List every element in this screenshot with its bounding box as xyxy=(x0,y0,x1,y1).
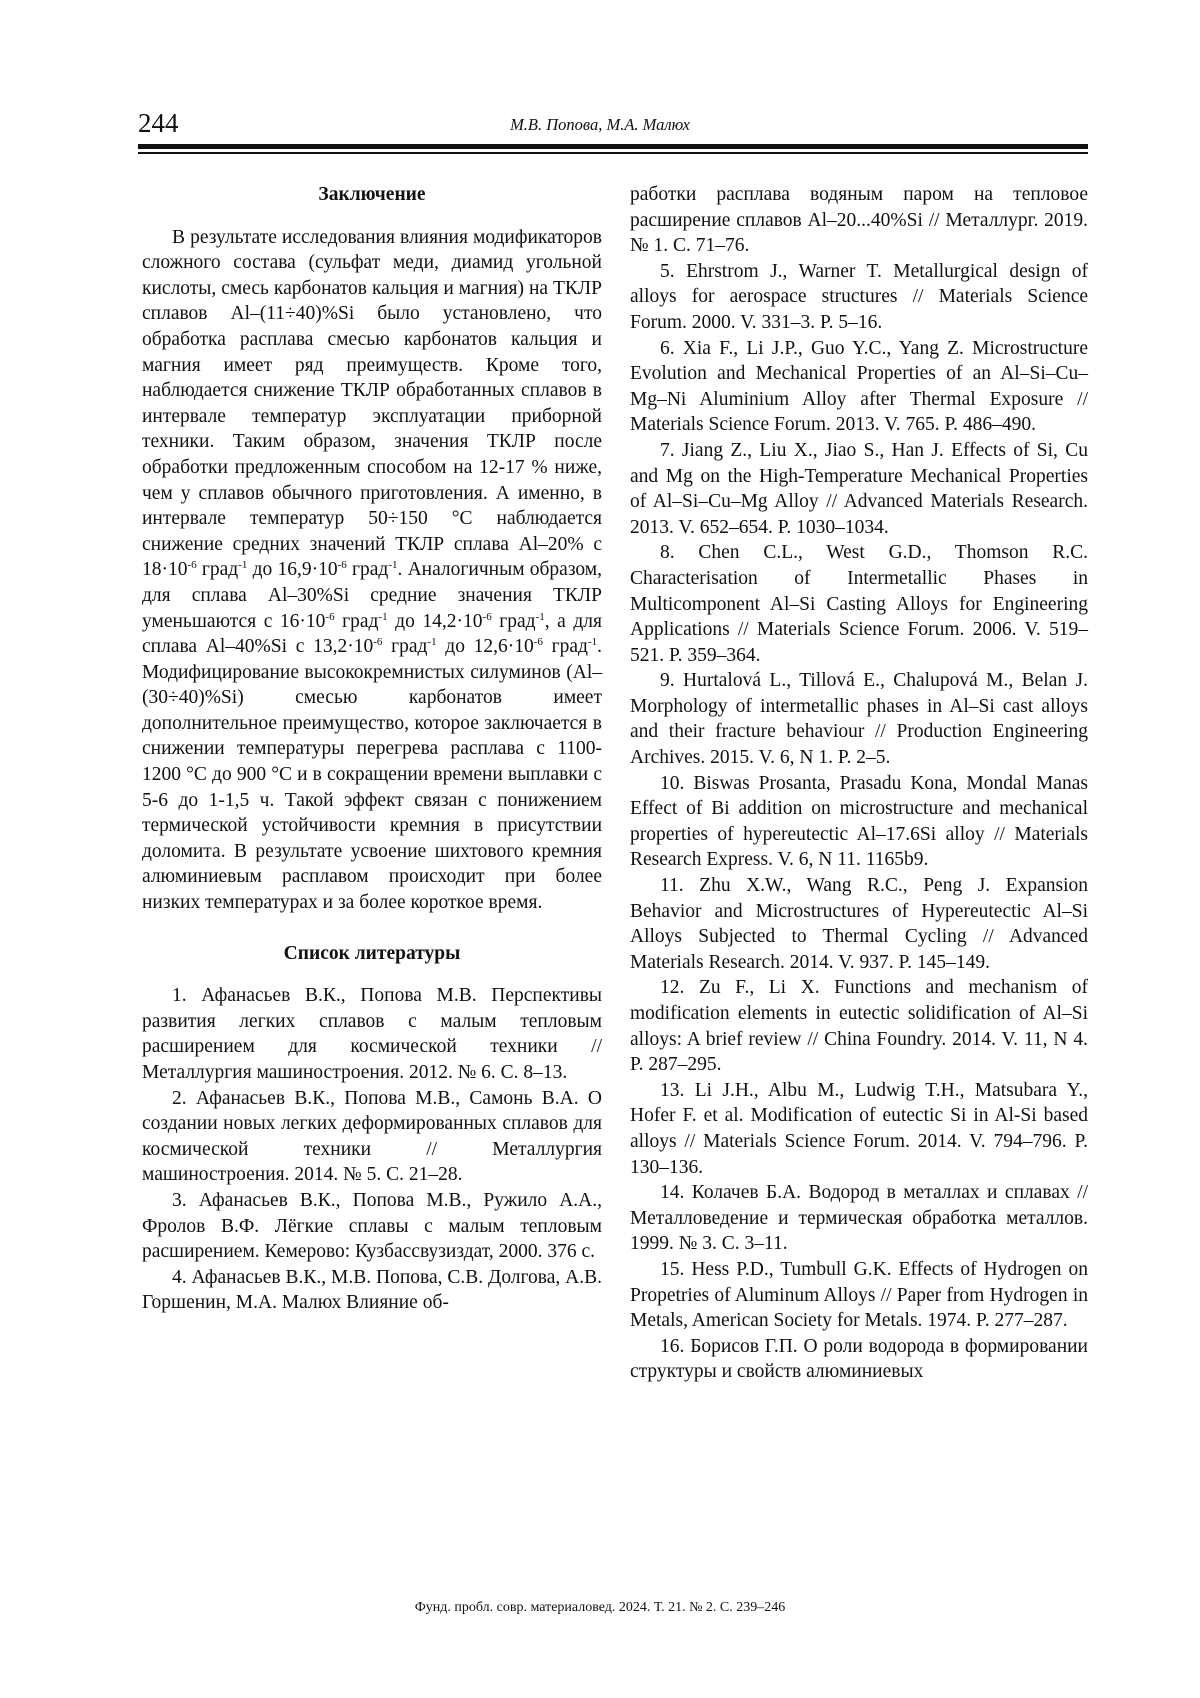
reference-item: 13. Li J.H., Albu M., Ludwig T.H., Matsubara Y., Hofer F. et al. Modification of eutectic Si in Al-Si based alloys // Materials Science Forum. 2014. V. 794–796. P. 130–136. xyxy=(630,1079,1088,1178)
reference-continuation: работки расплава водяным паром на тепловое расширение сплавов Al–20...40%Si // Металлург. 2019. № 1. С. 71–76. xyxy=(630,184,1088,257)
reference-item: 7. Jiang Z., Liu X., Jiao S., Han J. Effects of Si, Cu and Mg on the High-Temperature Mechanical Properties of Al–Si–Cu–Mg Alloy // Advanced Materials Research. 2013. V. 652–654. P. 1030–1034. xyxy=(630,439,1088,538)
references-list-left xyxy=(142,983,602,1316)
conclusion-heading: Заключение xyxy=(318,184,426,205)
spacer xyxy=(142,208,602,225)
reference-item: 12. Zu F., Li X. Functions and mechanism of modification elements in eutectic solidification of Al–Si alloys: A brief review // China Foundry. 2014. V. 11, N 4. P. 287–295. xyxy=(630,977,1088,1076)
spacer xyxy=(142,916,602,941)
running-head-authors: М.В. Попова, М.А. Малюх xyxy=(510,115,690,134)
references-heading: Список литературы xyxy=(283,942,461,964)
page-number: 244 xyxy=(138,108,179,138)
reference-item: 16. Борисов Г.П. О роли водорода в формировании структуры и свойств алюминиевых xyxy=(630,1335,1088,1383)
reference-item: 4. Афанасьев В.К., М.В. Попова, С.В. Долгова, А.В. Горшенин, М.А. Малюх Влияние об- xyxy=(142,1266,602,1314)
references-list-right xyxy=(630,259,1088,1385)
reference-item: 10. Biswas Prosanta, Prasadu Kona, Mondal Manas Effect of Bi addition on microstructure and mechanical properties of hypereutectic Al–17.6Si alloy // Materials Research Express. V. 6, N 11. 1165b9. xyxy=(630,772,1088,871)
reference-item: 8. Chen C.L., West G.D., Thomson R.C. Characterisation of Intermetallic Phases in Multicomponent Al–Si Casting Alloys for Engineering Applications // Materials Science Forum. 2006. V. 519–521. P. 359–364. xyxy=(630,542,1088,666)
reference-item: 5. Ehrstrom J., Warner T. Metallurgical design of alloys for aerospace structures // Materials Science Forum. 2000. V. 331–3. P. 5–16. xyxy=(630,260,1088,333)
reference-item: 1. Афанасьев В.К., Попова М.В. Перспективы развития легких сплавов с малым тепловым расширением для космической техники // Металлургия машиностроения. 2012. № 6. С. 8–13. xyxy=(142,985,602,1083)
header-rule-thick xyxy=(138,144,1088,149)
reference-item: 14. Колачев Б.А. Водород в металлах и сплавах // Металловедение и термическая обработка металлов. 1999. № 3. С. 3–11. xyxy=(630,1182,1088,1255)
right-column xyxy=(630,182,1088,1385)
reference-item: 6. Xia F., Li J.P., Guo Y.C., Yang Z. Microstructure Evolution and Mechanical Properties of an Al–Si–Cu–Mg–Ni Aluminium Alloy after Thermal Exposure // Materials Science Forum. 2013. V. 765. P. 486–490. xyxy=(630,337,1088,436)
spacer xyxy=(142,966,602,983)
conclusion-paragraph: В результате исследования влияния модификаторов сложного состава (сульфат меди, диамид угольной кислоты, смесь карбонатов кальция и магния) на ТКЛР сплавов Al–(11÷40)%Si было установлено, что обработка расплава смесью карбонатов кальция и магния имеет ряд преимуществ. Кроме того, наблюдается снижение ТКЛР обработанных сплавов в интервале температур эксплуатации приборной техники. Таким образом, значения ТКЛР после обработки предложенным способом на 12-17 % ниже, чем у сплавов обычного приготовления. А именно, в интервале температур 50÷150 °С наблюдается снижение средних значений ТКЛР сплава Al–20% с $18\cdot 10^{-6}$ град$^{-1}$ до $16,9\cdot 10^{-6}$ град$^{-1}$. Аналогичным образом, для сплава Al–30%Si средние значения ТКЛР уменьшаются с $16\cdot 10^{-6}$ град$^{-1}$ до $14,2\cdot 10^{-6}$ град$^{-1}$, а для сплава Al–40%Si с $13,2\cdot 10^{-6}$ град$^{-1}$ до $12,6\cdot 10^{-6}$ град$^{-1}$. Модифицирование высококремнистых силуминов (Al–(30÷40)%Si) смесью карбонатов имеет дополнительное преимущество, которое заключается в снижении температуры перегрева расплава с 1100-1200 °С до 900 °С и в сокращении времени выплавки с 5-6 до 1-1,5 ч. Такой эффект связан с понижением термической устойчивости кремния в присутствии доломита. В результате усвоение шихтового кремния алюминиевым расплавом происходит при более низких температурах и за более короткое время. xyxy=(142,226,603,914)
left-column xyxy=(142,182,602,1316)
journal-citation-footer: Фунд. пробл. совр. материаловед. 2024. Т. 21. № 2. С. 239–246 xyxy=(414,1600,786,1615)
reference-item: 11. Zhu X.W., Wang R.C., Peng J. Expansion Behavior and Microstructures of Hypereutectic Al–Si Alloys Subjected to Thermal Cycling // Advanced Materials Research. 2014. V. 937. P. 145–149. xyxy=(630,875,1088,973)
reference-item: 3. Афанасьев В.К., Попова М.В., Ружило А.А., Фролов В.Ф. Лёгкие сплавы с малым тепловым расширением. Кемерово: Кузбассвузиздат, 2000. 376 с. xyxy=(142,1189,602,1263)
reference-item: 2. Афанасьев В.К., Попова М.В., Самонь В.А. О создании новых легких деформированных сплавов для космической техники // Металлургия машиностроения. 2014. № 5. С. 21–28. xyxy=(142,1087,602,1186)
reference-item: 15. Hess P.D., Tumbull G.K. Effects of Hydrogen on Propetries of Aluminum Alloys // Paper from Hydrogen in Metals, American Society for Metals. 1974. P. 277–287. xyxy=(630,1258,1088,1332)
header-rule-thin xyxy=(138,152,1088,154)
reference-item: 9. Hurtalová L., Tillová E., Chalupová M., Belan J. Morphology of intermetallic phases in Al–Si cast alloys and their fracture behaviour // Production Engineering Archives. 2015. V. 6, N 1. P. 2–5. xyxy=(630,670,1088,769)
